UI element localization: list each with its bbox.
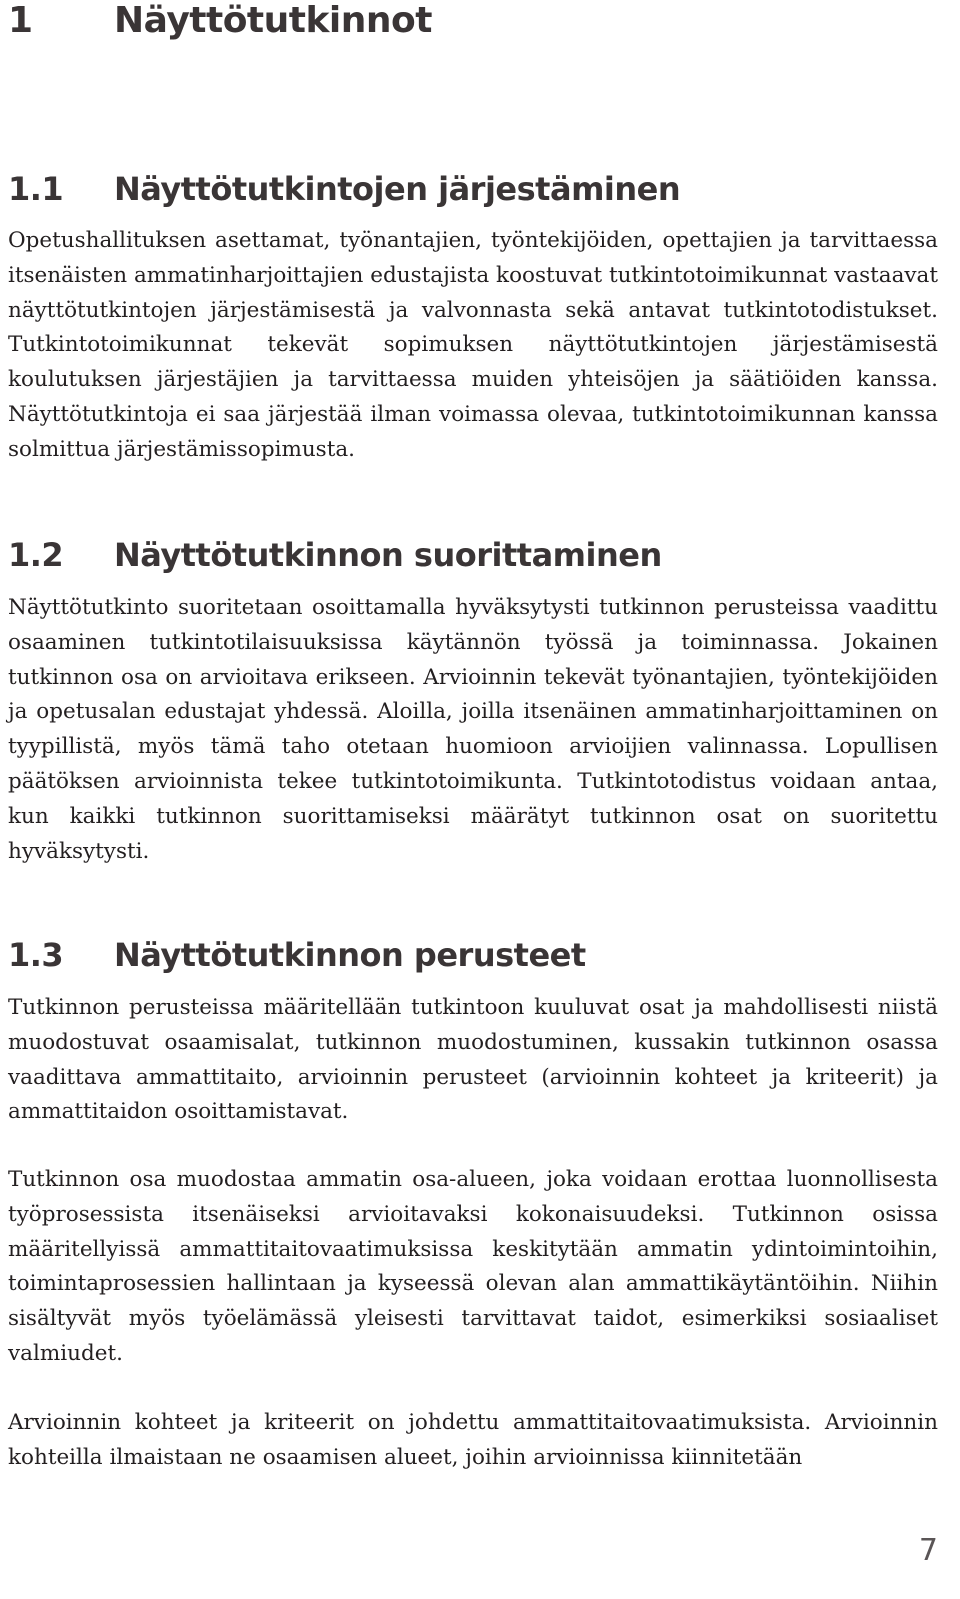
body-paragraph: Arvioinnin kohteet ja kriteerit on johdettu ammattitaitovaatimuksista. Arvioinnin kohteilla ilmaistaan ne osaamisen alueet, joihin arvioinnissa kiinnitetään — [8, 1410, 938, 1470]
body-paragraph: Tutkinnon perusteissa määritellään tutkintoon kuuluvat osat ja mahdollisesti niistä muodostuvat osaamisalat, tutkinnon muodostuminen, kussakin tutkinnon osassa vaadittava ammattitaito, arvioinnin perusteet (arvioinnin kohteet ja kriteerit) ja ammattitaidon osoittamistavat. — [8, 995, 938, 1125]
section-title: Näyttötutkinnon perusteet — [114, 936, 586, 974]
body-paragraph: Tutkinnon osa muodostaa ammatin osa-alueen, joka voidaan erottaa luonnollisesta työprosessista itsenäiseksi arvioitavaksi kokonaisuudeksi. Tutkinnon osissa määritellyissä ammattitaitovaatimuksissa keskitytään ammatin ydintoimintoihin, toimintaprosessien hallintaan ja kyseessä olevan alan ammattikäytäntöihin. Niihin sisältyvät myös työelämässä yleisesti tarvittavat taidot, esimerkiksi sosiaaliset valmiudet. — [8, 1167, 938, 1366]
section-heading — [8, 536, 662, 574]
chapter-title: Näyttötutkinnot — [114, 0, 432, 41]
section-heading — [8, 936, 586, 974]
section-number: 1.1 — [8, 170, 64, 208]
body-paragraph: Opetushallituksen asettamat, työnantajien, työntekijöiden, opettajien ja tarvittaessa itsenäisten ammatinharjoittajien edustajista koostuvat tutkintotoimikunnat vastaavat näyttötutkintojen järjestämisestä ja valvonnasta sekä antavat tutkintotodistukset. Tutkintotoimikunnat tekevät sopimuksen näyttötutkintojen järjestämisestä koulutuksen järjestäjien ja tarvittaessa muiden yhteisöjen ja säätiöiden kanssa. Näyttötutkintoja ei saa järjestää ilman voimassa olevaa, tutkintotoimikunnan kanssa solmittua järjestämissopimusta. — [8, 228, 938, 462]
chapter-number: 1 — [8, 0, 33, 41]
body-paragraph: Näyttötutkinto suoritetaan osoittamalla hyväksytysti tutkinnon perusteissa vaadittu osaaminen tutkintotilaisuuksissa käytännön työssä ja toiminnassa. Jokainen tutkinnon osa on arvioitava erikseen. Arvioinnin tekevät työnantajien, työntekijöiden ja opetusalan edustajat yhdessä. Aloilla, joilla itsenäinen ammatinharjoittaminen on tyypillistä, myös tämä taho otetaan huomioon arvioijien valinnassa. Lopullisen päätöksen arvioinnista tekee tutkintotoimikunta. Tutkintotodistus voidaan antaa, kun kaikki tutkinnon suorittamiseksi määrätyt tutkinnon osat on suoritettu hyväksytysti. — [8, 595, 938, 864]
section-heading — [8, 170, 680, 208]
chapter-heading — [8, 0, 432, 41]
section-number: 1.2 — [8, 536, 64, 574]
section-number: 1.3 — [8, 936, 64, 974]
page-number: 7 — [918, 1533, 938, 1568]
section-title: Näyttötutkinnon suorittaminen — [114, 536, 662, 574]
section-title: Näyttötutkintojen järjestäminen — [114, 170, 681, 208]
